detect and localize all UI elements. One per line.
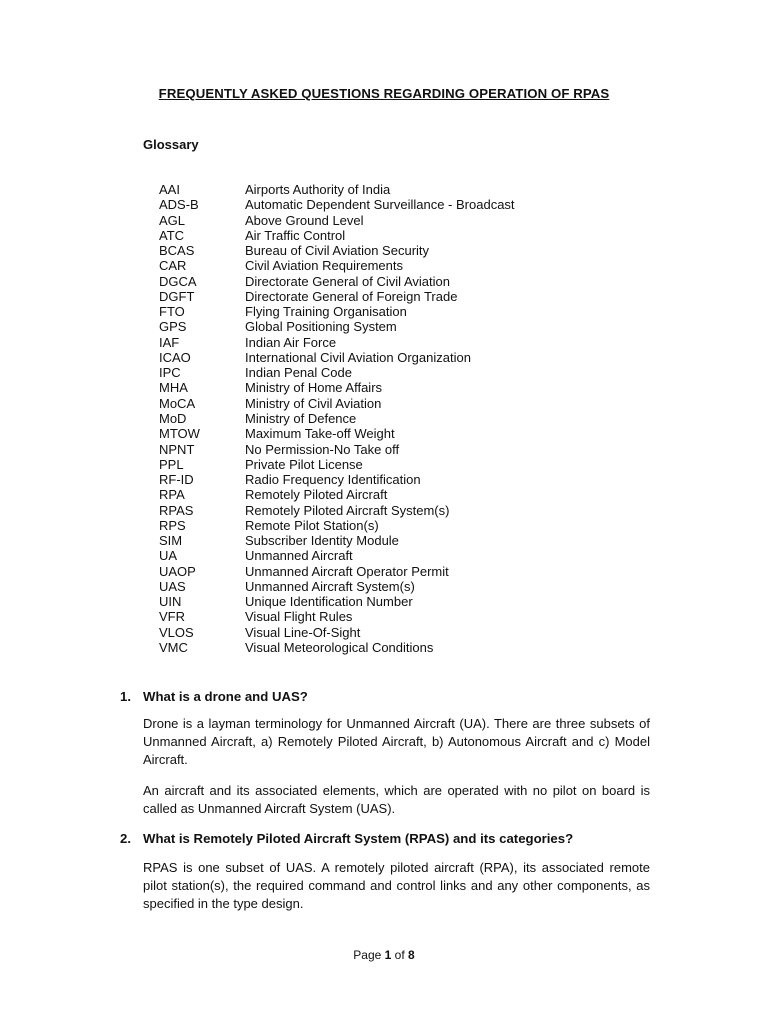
glossary-abbreviation: MoD xyxy=(159,410,187,426)
glossary-abbreviation: RF-ID xyxy=(159,472,194,488)
glossary-entry xyxy=(159,518,679,533)
glossary-entry xyxy=(159,579,679,594)
glossary-abbreviation: UIN xyxy=(159,594,182,610)
glossary-term: Radio Frequency Identification xyxy=(245,472,421,488)
glossary-abbreviation: MHA xyxy=(159,380,188,396)
glossary-term: Unmanned Aircraft System(s) xyxy=(245,578,415,594)
glossary-term: Civil Aviation Requirements xyxy=(245,258,403,274)
glossary-term: Private Pilot License xyxy=(245,456,363,472)
glossary-entry xyxy=(159,213,679,228)
footer-total-pages: 8 xyxy=(408,948,415,962)
footer-of: of xyxy=(391,948,409,962)
glossary-abbreviation: BCAS xyxy=(159,243,195,259)
glossary-entry xyxy=(159,594,679,609)
glossary-abbreviation: UAOP xyxy=(159,563,196,579)
glossary-entry xyxy=(159,426,679,441)
glossary-list xyxy=(159,182,679,655)
page-footer xyxy=(0,948,768,962)
document-title: FREQUENTLY ASKED QUESTIONS REGARDING OPERATION OF RPAS xyxy=(158,86,610,101)
glossary-term: Flying Training Organisation xyxy=(245,304,407,320)
question-1-paragraph-1: Drone is a layman terminology for Unmanned Aircraft (UA). There are three subsets of Unmanned Aircraft, a) Remotely Piloted Aircraft, b) Autonomous Aircraft and c) Model Aircraft. xyxy=(143,716,650,767)
question-text: What is Remotely Piloted Aircraft System (RPAS) and its categories? xyxy=(143,831,574,846)
question-1-paragraph-2: An aircraft and its associated elements, which are operated with no pilot on board is called as Unmanned Aircraft System (UAS). xyxy=(143,783,650,816)
glossary-term: Indian Air Force xyxy=(245,334,337,350)
glossary-abbreviation: PPL xyxy=(159,456,184,472)
glossary-entry xyxy=(159,472,679,487)
glossary-term: Remotely Piloted Aircraft System(s) xyxy=(245,502,450,518)
glossary-term: Bureau of Civil Aviation Security xyxy=(245,243,430,259)
glossary-abbreviation: ATC xyxy=(159,227,185,243)
glossary-term: Visual Meteorological Conditions xyxy=(245,639,434,655)
glossary-abbreviation: AGL xyxy=(159,212,186,228)
glossary-abbreviation: DGFT xyxy=(159,288,195,304)
glossary-term: Remotely Piloted Aircraft xyxy=(245,487,388,503)
glossary-entry xyxy=(159,319,679,334)
glossary-abbreviation: RPA xyxy=(159,487,185,503)
glossary-abbreviation: MoCA xyxy=(159,395,196,411)
glossary-term: Air Traffic Control xyxy=(245,227,346,243)
glossary-term: Ministry of Civil Aviation xyxy=(245,395,382,411)
glossary-entry xyxy=(159,304,679,319)
glossary-abbreviation: SIM xyxy=(159,533,183,549)
glossary-abbreviation: RPS xyxy=(159,517,186,533)
glossary-entry xyxy=(159,487,679,502)
glossary-entry xyxy=(159,197,679,212)
glossary-term: Automatic Dependent Surveillance - Broadcast xyxy=(245,197,515,213)
question-2-heading xyxy=(120,831,573,846)
glossary-entry xyxy=(159,243,679,258)
glossary-term: Ministry of Home Affairs xyxy=(245,380,383,396)
glossary-heading: Glossary xyxy=(143,137,199,152)
glossary-entry xyxy=(159,503,679,518)
glossary-entry xyxy=(159,380,679,395)
glossary-abbreviation: NPNT xyxy=(159,441,195,457)
glossary-entry xyxy=(159,289,679,304)
glossary-abbreviation: IAF xyxy=(159,334,180,350)
question-2-paragraph-1: RPAS is one subset of UAS. A remotely piloted aircraft (RPA), its associated remote pilot station(s), the required command and control links and any other components, as specified in the type design. xyxy=(143,860,650,911)
glossary-abbreviation: UA xyxy=(159,548,178,564)
glossary-abbreviation: VMC xyxy=(159,639,188,655)
glossary-term: Ministry of Defence xyxy=(245,410,357,426)
glossary-entry xyxy=(159,182,679,197)
glossary-abbreviation: MTOW xyxy=(159,426,200,442)
glossary-term: Above Ground Level xyxy=(245,212,364,228)
glossary-term: Indian Penal Code xyxy=(245,365,352,381)
glossary-term: No Permission-No Take off xyxy=(245,441,400,457)
glossary-term: Airports Authority of India xyxy=(245,182,391,197)
glossary-abbreviation: AAI xyxy=(159,182,180,197)
question-text: What is a drone and UAS? xyxy=(143,689,308,704)
glossary-abbreviation: FTO xyxy=(159,304,185,320)
glossary-term: Remote Pilot Station(s) xyxy=(245,517,379,533)
glossary-term: Unique Identification Number xyxy=(245,594,413,610)
glossary-abbreviation: ADS-B xyxy=(159,197,199,213)
glossary-term: Subscriber Identity Module xyxy=(245,533,399,549)
question-1-heading xyxy=(120,689,308,704)
question-number: 2. xyxy=(120,831,131,846)
glossary-abbreviation: VFR xyxy=(159,609,185,625)
glossary-term: Maximum Take-off Weight xyxy=(245,426,395,442)
glossary-abbreviation: GPS xyxy=(159,319,187,335)
glossary-entry xyxy=(159,274,679,289)
footer-current-page: 1 xyxy=(384,948,392,962)
glossary-term: Directorate General of Foreign Trade xyxy=(245,288,458,304)
glossary-entry xyxy=(159,258,679,273)
glossary-entry xyxy=(159,228,679,243)
glossary-entry xyxy=(159,625,679,640)
glossary-entry xyxy=(159,609,679,624)
glossary-term: Visual Line-Of-Sight xyxy=(245,624,361,640)
glossary-abbreviation: VLOS xyxy=(159,624,194,640)
glossary-term: Unmanned Aircraft xyxy=(245,548,353,564)
glossary-abbreviation: CAR xyxy=(159,258,187,274)
glossary-entry xyxy=(159,533,679,548)
glossary-term: International Civil Aviation Organization xyxy=(245,349,471,365)
glossary-entry xyxy=(159,548,679,563)
glossary-abbreviation: DGCA xyxy=(159,273,197,289)
glossary-term: Directorate General of Civil Aviation xyxy=(245,273,450,289)
glossary-entry xyxy=(159,457,679,472)
glossary-term: Unmanned Aircraft Operator Permit xyxy=(245,563,449,579)
footer-prefix: Page xyxy=(353,948,385,962)
glossary-entry xyxy=(159,365,679,380)
glossary-entry xyxy=(159,564,679,579)
glossary-entry xyxy=(159,350,679,365)
glossary-abbreviation: RPAS xyxy=(159,502,194,518)
glossary-entry xyxy=(159,335,679,350)
glossary-entry xyxy=(159,442,679,457)
glossary-abbreviation: ICAO xyxy=(159,349,191,365)
question-number: 1. xyxy=(120,689,131,704)
glossary-term: Global Positioning System xyxy=(245,319,397,335)
glossary-entry xyxy=(159,396,679,411)
glossary-entry xyxy=(159,640,679,655)
glossary-abbreviation: UAS xyxy=(159,578,186,594)
glossary-abbreviation: IPC xyxy=(159,365,181,381)
glossary-term: Visual Flight Rules xyxy=(245,609,353,625)
glossary-entry xyxy=(159,411,679,426)
